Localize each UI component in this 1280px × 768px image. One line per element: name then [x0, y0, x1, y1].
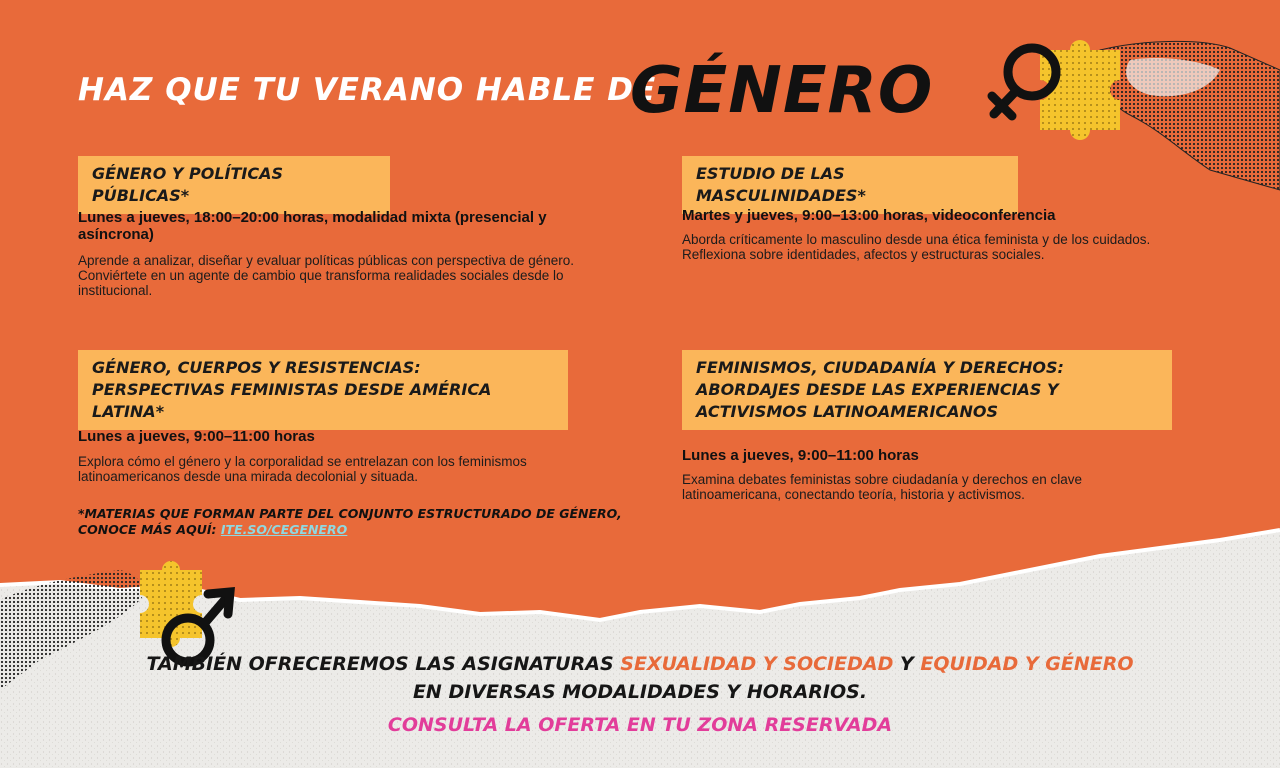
- course-description-1: Aprende a analizar, diseñar y evaluar políticas públicas con perspectiva de género. Conviértete en un agente de cambio que transforma realidades sociales desde lo institucional.: [78, 253, 575, 298]
- headline-lead: HAZ QUE TU VERANO HABLE DE: [78, 72, 657, 108]
- more-info-link[interactable]: ITE.SO/CEGENERO: [220, 522, 348, 537]
- course-description-2: Aborda críticamente lo masculino desde una ética feminista y de los cuidados. Reflexiona sobre identidades, afectos y estructuras sociales.: [682, 232, 1151, 262]
- course-title-4: FEMINISMOS, CIUDADANÍA Y DERECHOS: ABORDAJES DESDE LAS EXPERIENCIAS Y ACTIVISMOS LATINOAMERICANOS: [682, 350, 1172, 430]
- course-description-3: Explora cómo el género y la corporalidad se entrelazan con los feminismos latinoamericanos desde una mirada decolonial y situada.: [78, 454, 527, 484]
- course-description-4: Examina debates feministas sobre ciudadanía y derechos en clave latinoamericana, conectando teoría, historia y activismos.: [682, 472, 1082, 502]
- bottom-line-2: EN DIVERSAS MODALIDADES Y HORARIOS.: [412, 681, 868, 703]
- subject-equidad: EQUIDAD Y GÉNERO: [920, 653, 1134, 675]
- headline-emphasis: GÉNERO: [630, 54, 934, 128]
- course-schedule-2: Martes y jueves, 9:00–13:00 horas, videoconferencia: [682, 207, 1056, 224]
- bottom-message: [0, 650, 1280, 740]
- course-schedule-4: Lunes a jueves, 9:00–11:00 horas: [682, 447, 919, 464]
- course-schedule-3: Lunes a jueves, 9:00–11:00 horas: [78, 428, 315, 445]
- course-title-2: ESTUDIO DE LAS MASCULINIDADES*: [682, 156, 1018, 214]
- course-title-3: GÉNERO, CUERPOS Y RESISTENCIAS: PERSPECTIVAS FEMINISTAS DESDE AMÉRICA LATINA*: [78, 350, 568, 430]
- course-title-1: GÉNERO Y POLÍTICAS PÚBLICAS*: [78, 156, 390, 214]
- footnote-prefix: CONOCE MÁS AQUÍ:: [78, 522, 217, 537]
- bottom-line-1: [0, 650, 1280, 678]
- bottom-connector: Y: [899, 653, 914, 675]
- bottom-intro: TAMBIÉN OFRECEREMOS LAS ASIGNATURAS: [146, 653, 614, 675]
- cta-text: CONSULTA LA OFERTA EN TU ZONA RESERVADA: [387, 714, 893, 736]
- footnote-line-1: *MATERIAS QUE FORMAN PARTE DEL CONJUNTO ESTRUCTURADO DE GÉNERO,: [78, 506, 622, 521]
- subject-sexualidad: SEXUALIDAD Y SOCIEDAD: [620, 653, 894, 675]
- course-schedule-1: Lunes a jueves, 18:00–20:00 horas, modalidad mixta (presencial y asíncrona): [78, 209, 547, 243]
